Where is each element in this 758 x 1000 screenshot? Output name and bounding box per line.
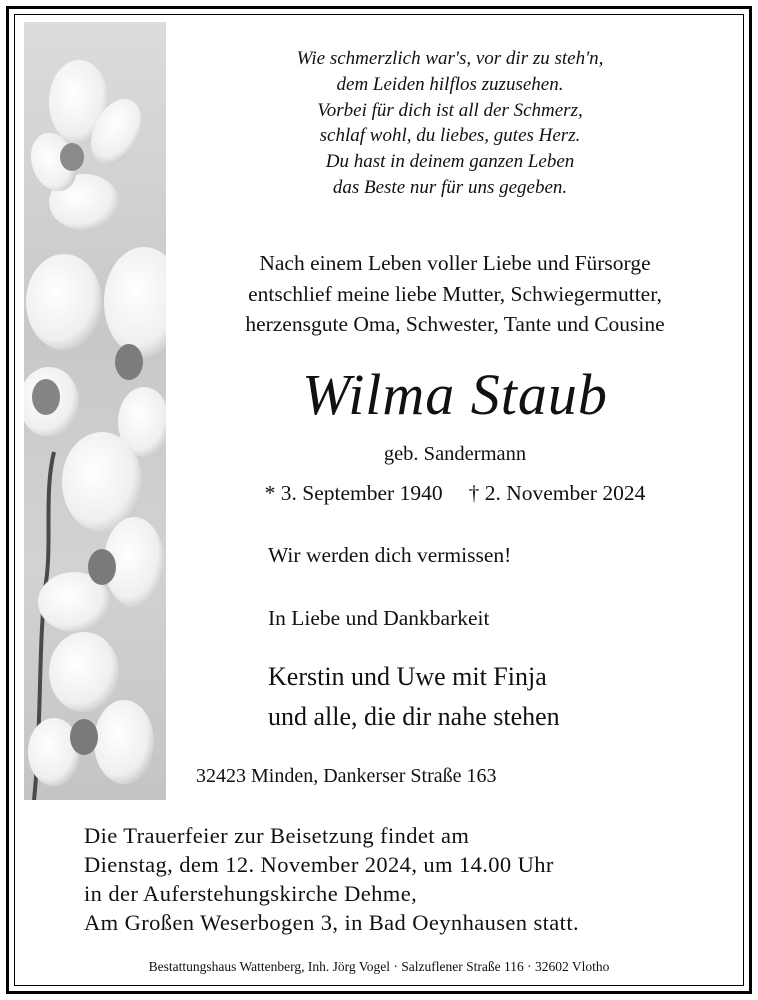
funeral-line: Dienstag, dem 12. November 2024, um 14.00 Uhr <box>84 852 554 877</box>
deceased-name: Wilma Staub <box>302 362 608 427</box>
birth-date: * 3. September 1940 <box>264 481 443 505</box>
funeral-line: in der Auferstehungskirche Dehme, <box>84 881 418 906</box>
orchid-illustration <box>24 22 166 800</box>
poem-line: Du hast in deinem ganzen Leben <box>325 151 575 173</box>
funeral-line: Am Großen Weserbogen 3, in Bad Oeynhausen statt. <box>84 910 579 935</box>
funeral-home-footer: Bestattungshaus Wattenberg, Inh. Jörg Vogel · Salzuflener Straße 116 · 32602 Vlotho <box>148 959 610 974</box>
farewell-message: Wir werden dich vermissen! <box>268 543 512 567</box>
love-line: In Liebe und Dankbarkeit <box>268 606 490 630</box>
death-date: † 2. November 2024 <box>468 481 646 505</box>
poem <box>200 46 700 201</box>
funeral-line: Die Trauerfeier zur Beisetzung findet am <box>84 823 470 848</box>
intro-line: entschlief meine liebe Mutter, Schwiegermutter, <box>248 281 662 306</box>
orchid-image <box>24 22 166 800</box>
family-signature <box>268 657 560 737</box>
family-line: und alle, die dir nahe stehen <box>268 702 560 731</box>
intro-line: Nach einem Leben voller Liebe und Fürsorge <box>259 251 651 275</box>
family-address: 32423 Minden, Dankerser Straße 163 <box>196 765 497 787</box>
life-dates <box>180 478 730 508</box>
poem-line: das Beste nur für uns gegeben. <box>332 176 568 198</box>
poem-line: Vorbei für dich ist all der Schmerz, <box>317 99 583 121</box>
poem-line: Wie schmerzlich war's, vor dir zu steh'n, <box>296 48 604 69</box>
birth-name: geb. Sandermann <box>383 443 527 465</box>
intro-line: herzensgute Oma, Schwester, Tante und Cousine <box>245 312 665 336</box>
poem-line: dem Leiden hilflos zuzusehen. <box>336 73 564 95</box>
poem-line: schlaf wohl, du liebes, gutes Herz. <box>319 125 581 147</box>
funeral-info <box>84 821 579 937</box>
family-line: Kerstin und Uwe mit Finja <box>268 662 547 691</box>
intro-text <box>180 248 730 340</box>
